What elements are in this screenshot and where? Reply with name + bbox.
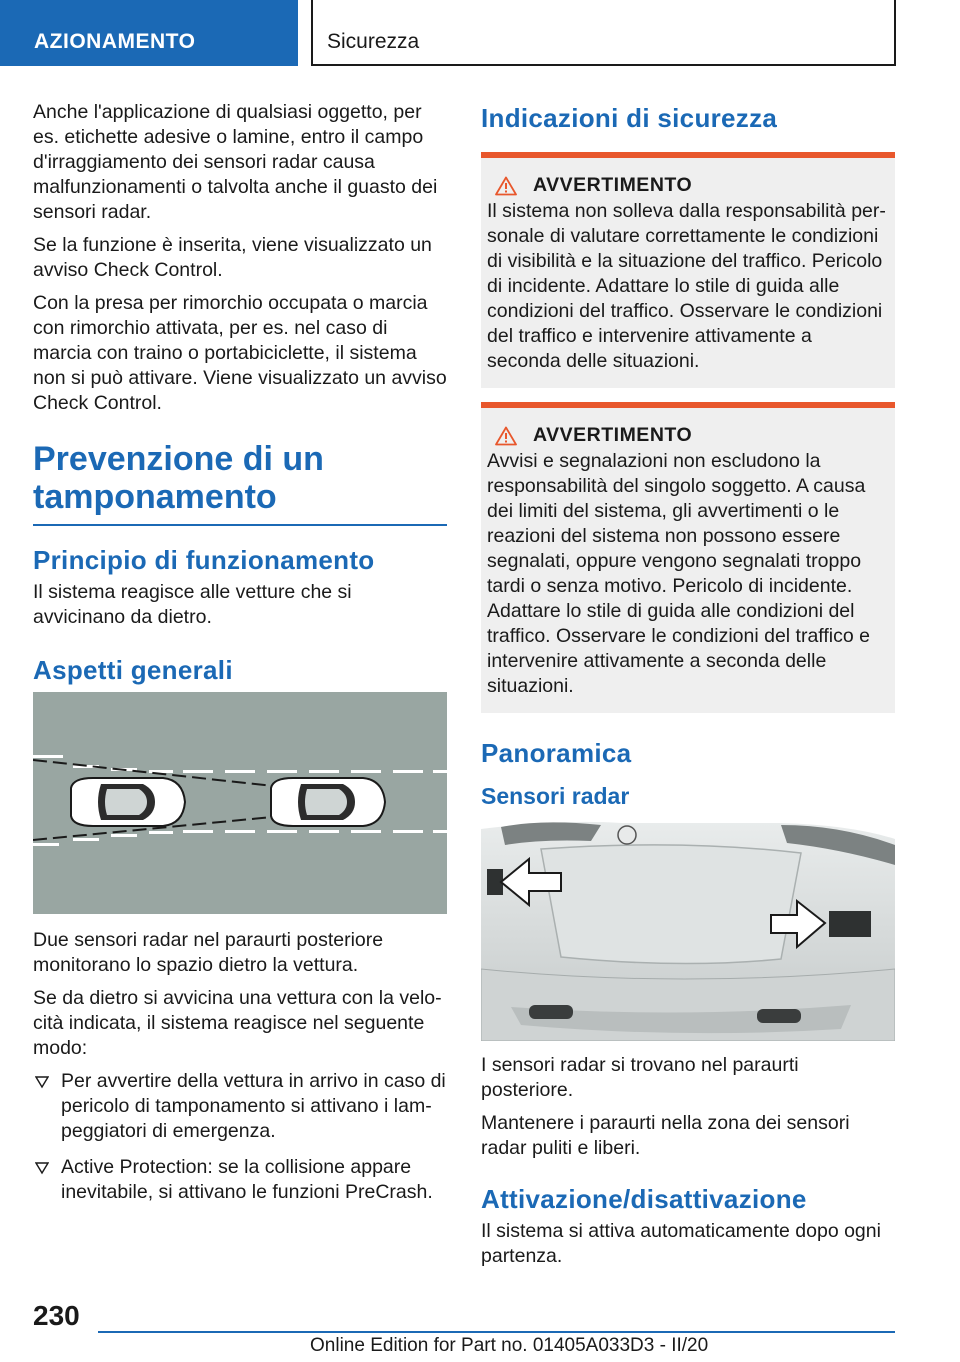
intro-paragraph: Con la presa per rimorchio occupata o marcia con rimorchio attivata, per es. nel caso di marcia con traino o portabiciclette, il sistema non si può attivare. Viene visualizzato un avviso Check Control. <box>33 292 447 414</box>
warning-triangle-icon <box>495 426 517 446</box>
warning-text: Il sistema non solleva dalla responsabilità personale di valutare correttamente le condizioni di visibilità e la situazione del traffico. Pericolo di incidente. Adattare lo stile di guida alle condizioni del traffico. Osservare le condizioni del traffico e intervenire attivamente a seconda delle situazioni. <box>487 200 886 372</box>
section-tab: AZIONAMENTO <box>0 0 298 66</box>
reaction-list <box>33 1069 447 1205</box>
overview-heading: Panoramica <box>481 738 632 768</box>
principle-heading: Principio di funzionamento <box>33 545 375 575</box>
footer-divider <box>98 1331 895 1333</box>
warning-title: AVVERTIMENTO <box>533 174 693 196</box>
principle-text: Il sistema reagisce alle vetture che si avvicinano da dietro. <box>33 581 352 628</box>
triangle-bullet-icon <box>35 1161 49 1175</box>
warning-triangle-icon <box>495 176 517 196</box>
own-car-icon <box>271 778 385 826</box>
road-illustration-svg <box>33 692 447 914</box>
footer-edition: Online Edition for Part no. 01405A033D3 - II/20 <box>310 1335 709 1356</box>
list-item <box>33 1155 447 1205</box>
page-number: 230 <box>33 1300 80 1331</box>
rear-bumper-svg <box>481 819 895 1041</box>
activation-text: Il sistema si attiva automaticamente dopo ogni partenza. <box>481 1220 881 1267</box>
safety-heading: Indicazioni di sicurezza <box>481 103 778 133</box>
left-column <box>33 100 447 1216</box>
right-column <box>481 100 895 1277</box>
rear-collision-illustration <box>33 692 447 914</box>
triangle-bullet-icon <box>35 1075 49 1089</box>
intro-paragraph: Se la funzione è inserita, viene visualizzato un avviso Check Control. <box>33 234 432 281</box>
warning-text: Avvisi e segnalazioni non escludono la responsabilità del singolo soggetto. A causa dei limiti del sistema, gli avvertimenti o le reazioni del sistema non possono essere segnalati, oppure vengono segnalati troppo tardi o senza motivo. Pericolo di incidente. Adattare lo stile di guida alle condizioni del traffico. Osservare le condizioni del traffico e intervenire attivamente a seconda delle situazioni. <box>487 450 870 697</box>
activation-heading: Attivazione/disattivazione <box>481 1184 807 1214</box>
list-item-text: Active Protection: se la collisione appare inevitabile, si attivano le funzioni PreCrash. <box>61 1156 433 1203</box>
list-item-text: Per avvertire della vettura in arrivo in caso di pericolo di tamponamento si attivano i lampeggiatori di emergenza. <box>61 1070 446 1142</box>
warning-header <box>495 424 887 447</box>
chapter-title-box: Sicurezza <box>311 0 896 66</box>
warning-box <box>481 152 895 388</box>
warning-header <box>495 174 887 197</box>
radar-paragraph: I sensori radar si trovano nel paraurti posteriore. <box>481 1054 799 1101</box>
intro-paragraph: Anche l'applicazione di qualsiasi oggetto, per es. etichette adesive o lamine, entro il campo d'irraggiamento dei sensori radar causa malfunzionamenti o talvolta anche il guasto dei sensori radar. <box>33 101 438 223</box>
list-item <box>33 1069 447 1144</box>
general-heading: Aspetti generali <box>33 655 233 685</box>
chapter-heading: Prevenzione di un tamponamento <box>33 440 447 526</box>
approaching-car-icon <box>71 778 185 826</box>
illus-paragraph: Due sensori radar nel paraurti posteriore monitorano lo spazio dietro la vettura. <box>33 929 384 976</box>
warning-box <box>481 402 895 713</box>
radar-heading: Sensori radar <box>481 783 630 809</box>
illus-paragraph: Se da dietro si avvicina una vettura con la velocità indicata, il sistema reagisce nel seguente modo: <box>33 987 442 1059</box>
radar-paragraph: Mantenere i paraurti nella zona dei sensori radar puliti e liberi. <box>481 1112 850 1159</box>
warning-title: AVVERTIMENTO <box>533 424 693 446</box>
rear-bumper-photo <box>481 819 895 1041</box>
